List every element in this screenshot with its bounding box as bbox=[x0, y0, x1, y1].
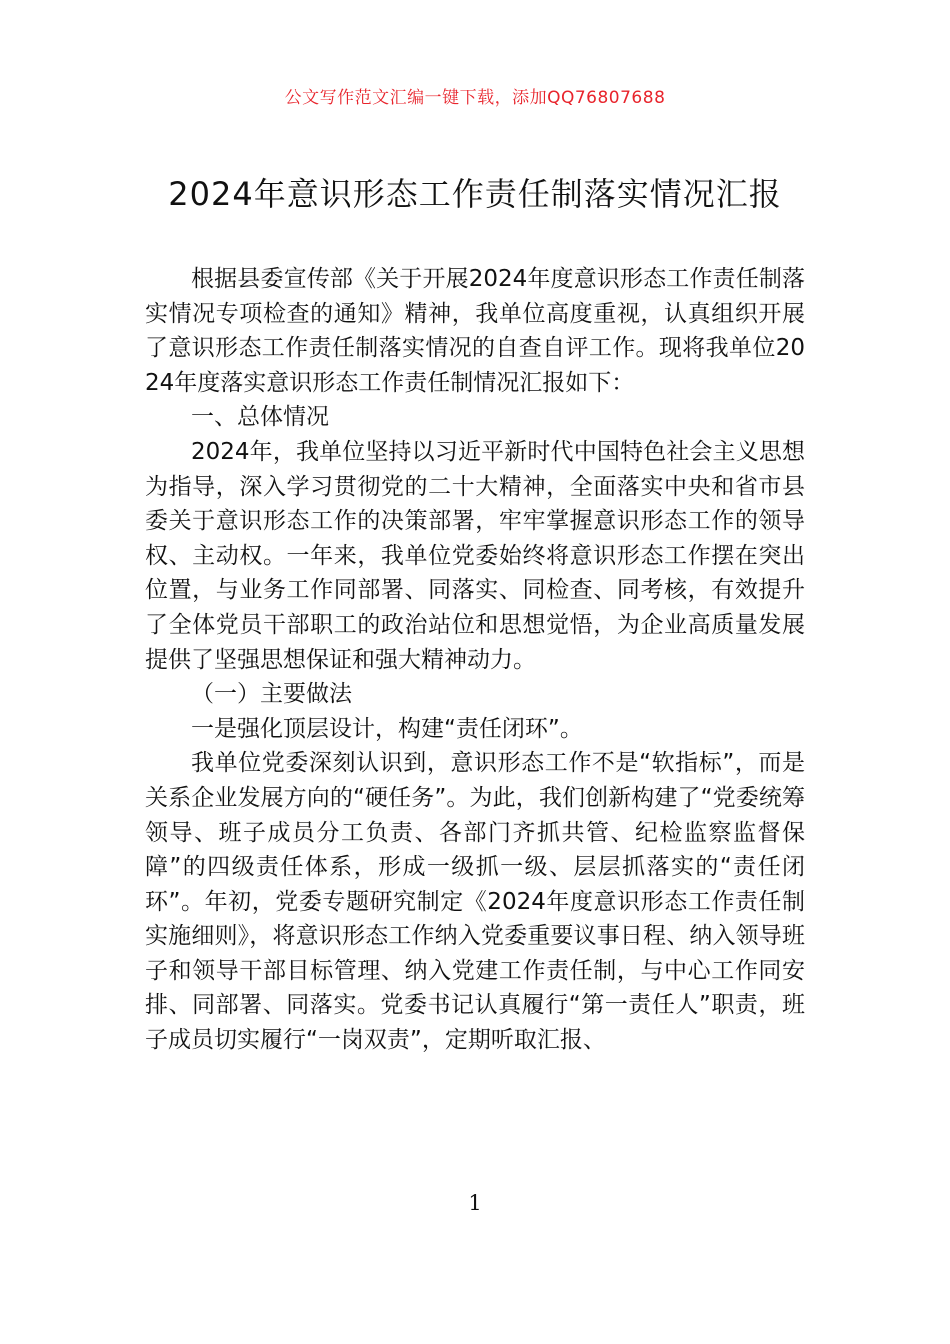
paragraph-top-level-design: 我单位党委深刻认识到，意识形态工作不是“软指标”，而是关系企业发展方向的“硬任务”。为此，我们创新构建了“党委统筹领导、班子成员分工负责、各部门齐抓共管、纪检监察监督保障”的四级责任体系，形成一级抓一级、层层抓落实的“责任闭环”。年初，党委专题研究制定《2024年度意识形态工作责任制实施细则》，将意识形态工作纳入党委重要议事日程、纳入领导班子和领导干部目标管理、纳入党建工作责任制，与中心工作同安排、同部署、同落实。党委书记认真履行“第一责任人”职责，班子成员切实履行“一岗双责”，定期听取汇报、 bbox=[145, 750, 805, 1054]
header-note: 公文写作范文汇编一键下载，添加QQ76807688 bbox=[284, 88, 666, 108]
paragraph-intro: 根据县委宣传部《关于开展2024年度意识形态工作责任制落实情况专项检查的通知》精神，我单位高度重视，认真组织开展了意识形态工作责任制落实情况的自查自评工作。现将我单位2024年度落实意识形态工作责任制情况汇报如下： bbox=[145, 266, 805, 396]
document-title: 2024年意识形态工作责任制落实情况汇报 bbox=[168, 175, 782, 213]
page-number: 1 bbox=[468, 1191, 482, 1215]
point-heading-top-level-design: 一是强化顶层设计，构建“责任闭环”。 bbox=[191, 715, 583, 742]
paragraph-overview: 2024年，我单位坚持以习近平新时代中国特色社会主义思想为指导，深入学习贯彻党的二十大精神，全面落实中央和省市县委关于意识形态工作的决策部署，牢牢掌握意识形态工作的领导权、主动权。一年来，我单位党委始终将意识形态工作摆在突出位置，与业务工作同部署、同落实、同检查、同考核，有效提升了全体党员干部职工的政治站位和思想觉悟，为企业高质量发展提供了坚强思想保证和强大精神动力。 bbox=[145, 438, 805, 673]
document-body bbox=[145, 262, 805, 1058]
section-heading-overall: 一、总体情况 bbox=[191, 404, 329, 431]
subsection-heading-main-practices: （一）主要做法 bbox=[191, 681, 352, 708]
